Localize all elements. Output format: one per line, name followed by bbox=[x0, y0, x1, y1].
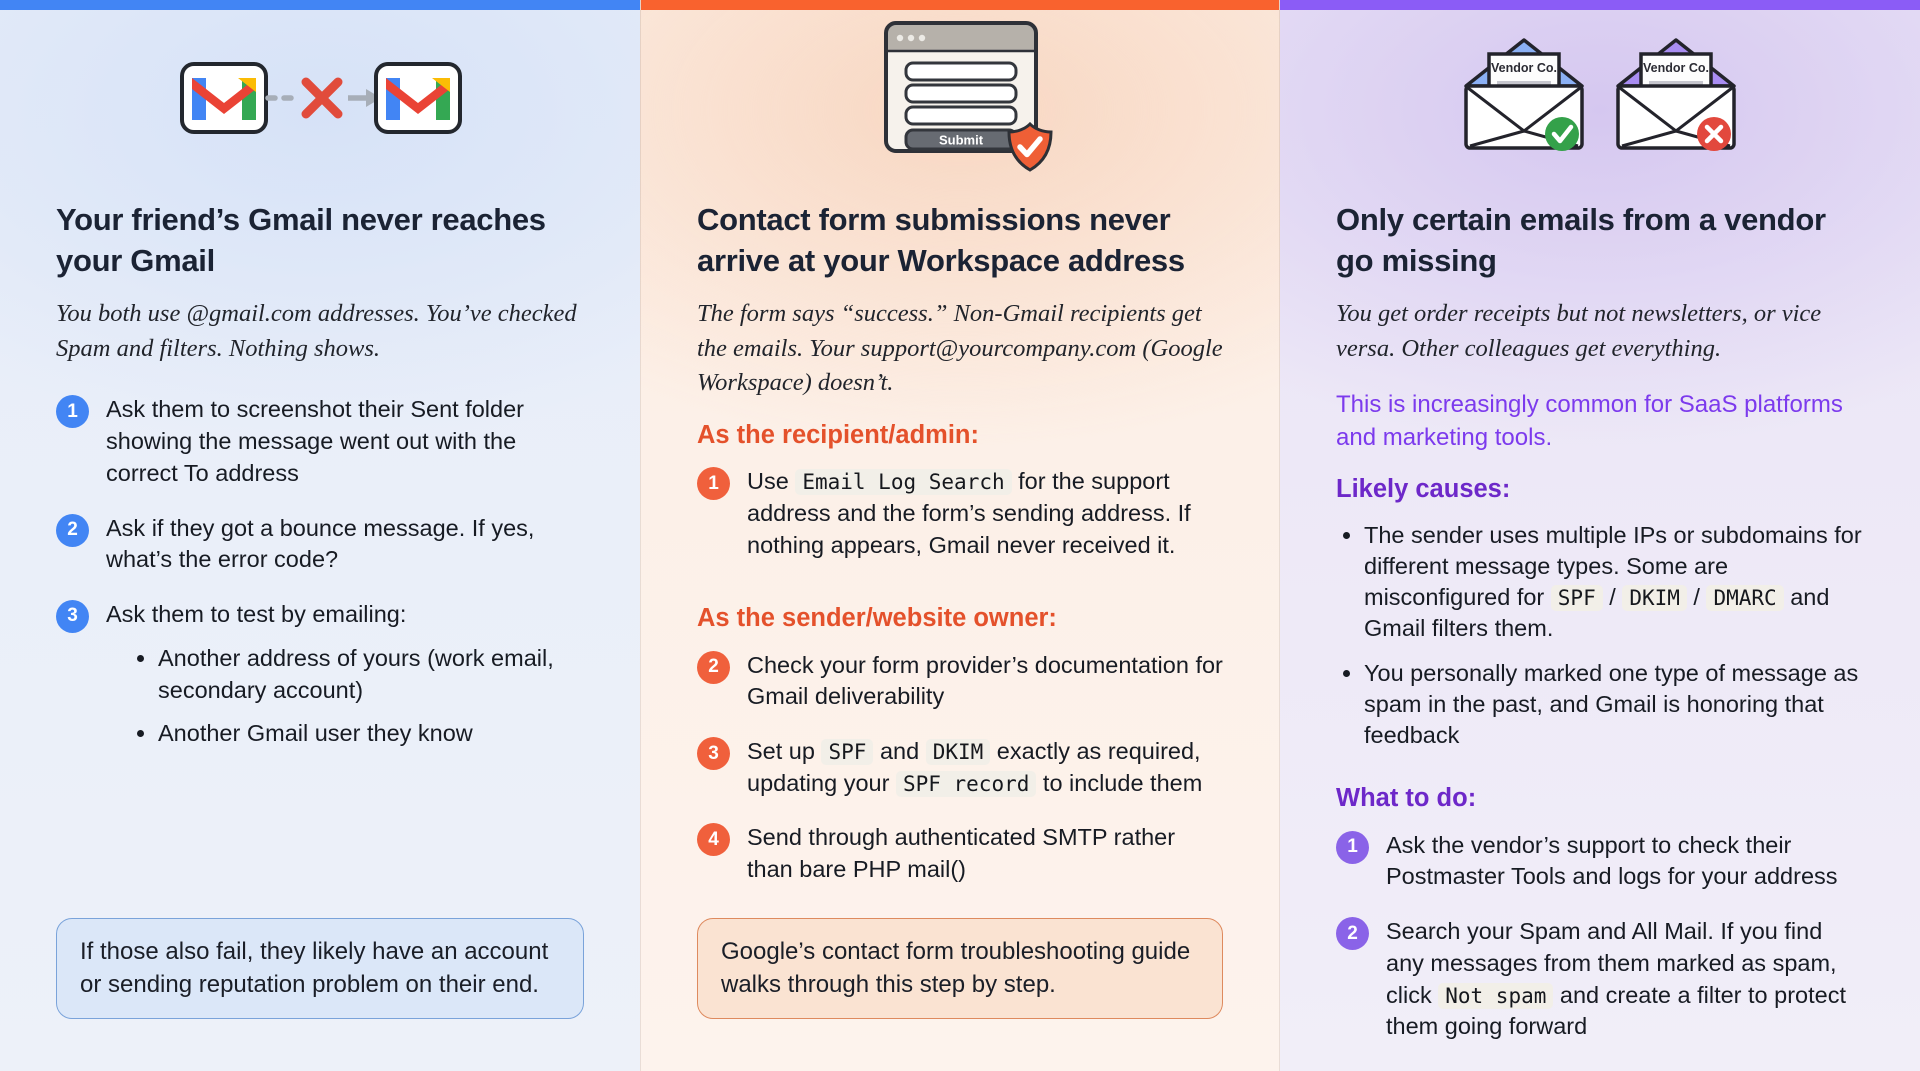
vendor-envelopes-illustration bbox=[1336, 22, 1864, 174]
gmail-icon bbox=[376, 64, 460, 132]
inline-code: DMARC bbox=[1706, 585, 1783, 611]
inline-code: DKIM bbox=[1622, 585, 1687, 611]
inline-code: SPF record bbox=[896, 771, 1036, 797]
column-intro: You both use @gmail.com addresses. You’ve checked Spam and filters. Nothing shows. bbox=[56, 299, 577, 362]
column-gmail-to-gmail bbox=[0, 0, 640, 1071]
step-text: Send through authenticated SMTP rather than bare PHP mail() bbox=[747, 824, 1176, 883]
step-number-badge: 2 bbox=[697, 651, 730, 684]
vendor-letter-label: Vendor Co. bbox=[1643, 61, 1709, 75]
step-item bbox=[1336, 916, 1864, 1043]
step-item bbox=[56, 599, 584, 633]
inline-code: SPF bbox=[1551, 585, 1603, 611]
gmail-icon bbox=[182, 64, 266, 132]
step-number-badge: 3 bbox=[697, 737, 730, 770]
step-text: Ask if they got a bounce message. If yes, what’s the error code? bbox=[106, 514, 535, 573]
step-item bbox=[697, 650, 1223, 713]
column-contact-form bbox=[640, 0, 1280, 1071]
inline-code: DKIM bbox=[926, 739, 991, 765]
sender-steps-list bbox=[697, 650, 1223, 909]
gmail-to-gmail-blocked-icon bbox=[170, 42, 470, 154]
step-text: Check your form provider’s documentation for Gmail deliverability bbox=[747, 651, 1223, 710]
inline-code: Not spam bbox=[1438, 983, 1553, 1009]
step-number-badge: 4 bbox=[697, 823, 730, 856]
step-item bbox=[697, 736, 1223, 799]
saas-note: This is increasingly common for SaaS platforms and marketing tools. bbox=[1336, 391, 1843, 452]
step-number-badge: 1 bbox=[1336, 831, 1369, 864]
contact-form-illustration bbox=[697, 22, 1223, 174]
envelope-delivered-icon bbox=[1466, 40, 1582, 151]
what-to-do-heading: What to do: bbox=[1336, 784, 1477, 813]
section-heading-recipient: As the recipient/admin: bbox=[697, 421, 979, 450]
column-intro: The form says “success.” Non-Gmail recipients get the emails. Your support@yourcompany.com (Google Workspace) doesn’t. bbox=[697, 299, 1223, 397]
step-number-badge: 1 bbox=[697, 467, 730, 500]
column-vendor-emails bbox=[1280, 0, 1920, 1071]
steps-list bbox=[56, 394, 584, 762]
step-item bbox=[1336, 830, 1864, 893]
step-text: Use Email Log Search for the support address and the form’s sending address. If nothing appears, Gmail never received it. bbox=[747, 468, 1191, 558]
step-item bbox=[697, 466, 1223, 561]
column-title: Only certain emails from a vendor go missing bbox=[1336, 202, 1826, 278]
accent-bar-purple bbox=[1280, 0, 1920, 10]
step-text: Search your Spam and All Mail. If you find any messages from them marked as spam, click Not spam and create a filter to protect them going forward bbox=[1386, 918, 1846, 1040]
column-title: Contact form submissions never arrive at your Workspace address bbox=[697, 202, 1185, 278]
column-title: Your friend’s Gmail never reaches your Gmail bbox=[56, 202, 546, 278]
check-badge-icon bbox=[1545, 117, 1579, 151]
callout-note: If those also fail, they likely have an account or sending reputation problem on their end. bbox=[56, 918, 584, 1019]
section-heading-sender: As the sender/website owner: bbox=[697, 604, 1057, 633]
submit-button-label: Submit bbox=[938, 132, 984, 148]
what-to-do-steps-list bbox=[1336, 830, 1864, 1066]
list-item: • The sender uses multiple IPs or subdomains for different message types. Some are misconfigured for SPF / DKIM / DMARC and Gmail filters them. bbox=[1364, 520, 1864, 645]
vendor-envelopes-icon bbox=[1450, 32, 1750, 164]
step-text: Ask the vendor’s support to check their Postmaster Tools and logs for your address bbox=[1386, 831, 1838, 890]
inline-code: SPF bbox=[821, 739, 873, 765]
envelope-blocked-icon bbox=[1618, 40, 1734, 151]
step-item bbox=[56, 394, 584, 489]
step-number-badge: 2 bbox=[56, 514, 89, 547]
recipient-steps-list bbox=[697, 466, 1223, 584]
gmail-blocked-illustration bbox=[56, 22, 584, 174]
step-number-badge: 2 bbox=[1336, 917, 1369, 950]
likely-causes-list bbox=[1336, 520, 1864, 765]
list-item: • Another address of yours (work email, secondary account) bbox=[158, 643, 584, 706]
step-number-badge: 3 bbox=[56, 600, 89, 633]
callout-note: Google’s contact form troubleshooting guide walks through this step by step. bbox=[697, 918, 1223, 1019]
inline-code: Email Log Search bbox=[795, 469, 1011, 495]
test-email-options-list bbox=[56, 643, 584, 750]
likely-causes-heading: Likely causes: bbox=[1336, 474, 1511, 503]
step-text: Set up SPF and DKIM exactly as required, updating your SPF record to include them bbox=[747, 738, 1203, 796]
step-text: Ask them to test by emailing: bbox=[106, 600, 407, 627]
x-badge-icon bbox=[1697, 117, 1731, 151]
vendor-letter-label: Vendor Co. bbox=[1491, 61, 1557, 75]
browser-form-icon bbox=[850, 19, 1070, 177]
accent-bar-blue bbox=[0, 0, 640, 10]
shield-check-icon bbox=[1009, 124, 1051, 170]
accent-bar-orange bbox=[641, 0, 1279, 10]
step-item bbox=[697, 822, 1223, 885]
step-number-badge: 1 bbox=[56, 395, 89, 428]
column-intro: You get order receipts but not newsletters, or vice versa. Other colleagues get everything. bbox=[1336, 299, 1822, 362]
step-item bbox=[56, 513, 584, 576]
blocked-cross-icon bbox=[306, 82, 338, 114]
step-text: Ask them to screenshot their Sent folder showing the message went out with the correct To address bbox=[106, 396, 524, 486]
list-item: • You personally marked one type of message as spam in the past, and Gmail is honoring that feedback bbox=[1364, 658, 1864, 752]
list-item: • Another Gmail user they know bbox=[158, 718, 584, 750]
